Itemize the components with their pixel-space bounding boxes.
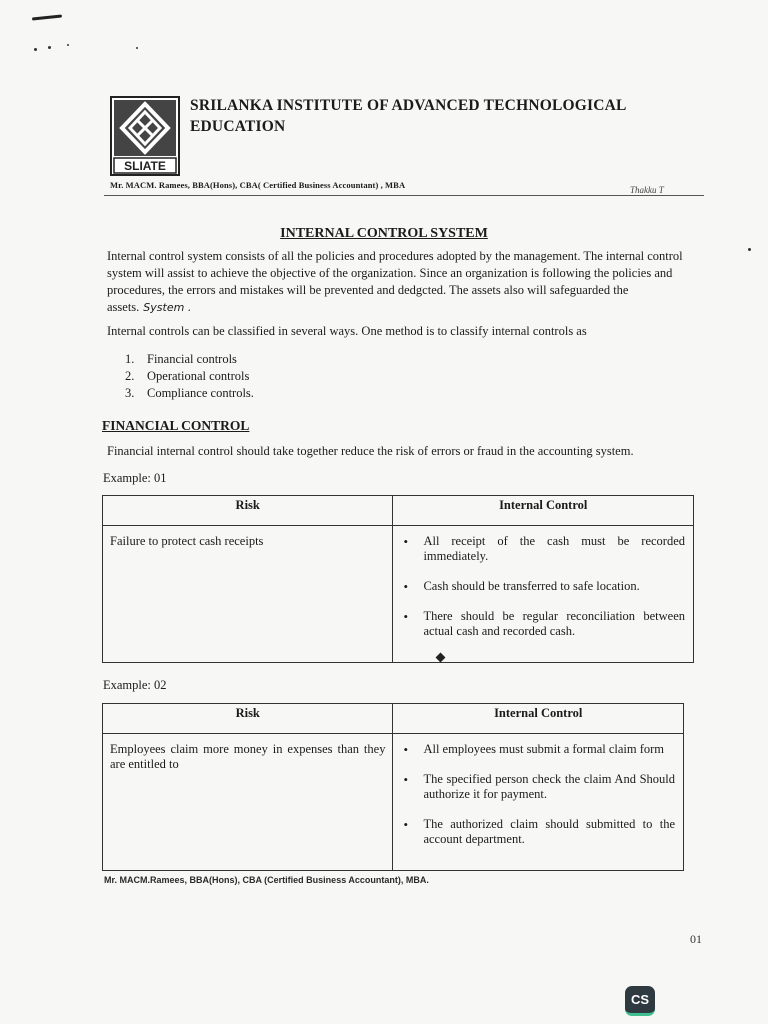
- example-1-label: Example: 01: [103, 471, 167, 485]
- table-header-row: [103, 704, 684, 734]
- scan-mark: [32, 14, 62, 20]
- table-row: [103, 734, 684, 871]
- scan-speck: [136, 47, 138, 49]
- risk-column-header: Risk: [103, 704, 393, 734]
- table-row: [103, 526, 694, 663]
- risk-cell: Failure to protect cash receipts: [103, 526, 393, 663]
- control-bullet: • The authorized claim should submitted to the account department.: [423, 817, 675, 847]
- control-bullet: • The specified person check the claim And Should authorize it for payment.: [423, 772, 675, 802]
- handwritten-note: Thakku T: [630, 185, 664, 195]
- scan-speck: [748, 248, 751, 251]
- scan-speck: [48, 46, 51, 49]
- page-number: 01: [690, 932, 702, 946]
- scan-speck: [67, 44, 69, 46]
- control-column-header: Internal Control: [393, 496, 694, 526]
- list-item: 3. Compliance controls.: [125, 386, 254, 400]
- risk-column-header: Risk: [103, 496, 393, 526]
- classification-list: [125, 351, 254, 402]
- control-bullet: • All employees must submit a formal claim form: [423, 742, 675, 757]
- example-2-label: Example: 02: [103, 678, 167, 692]
- logo-text: SLIATE: [124, 159, 166, 173]
- financial-control-heading: FINANCIAL CONTROL: [102, 418, 250, 433]
- scan-speck: [34, 48, 37, 51]
- control-cell: [393, 734, 684, 871]
- risk-cell: Employees claim more money in expenses than they are entitled to: [103, 734, 393, 871]
- control-bullet: • Cash should be transferred to safe location.: [423, 579, 685, 594]
- list-item: 1. Financial controls: [125, 352, 237, 366]
- table-header-row: [103, 496, 694, 526]
- institute-name-line2: EDUCATION: [190, 118, 286, 135]
- document-title: INTERNAL CONTROL SYSTEM: [280, 226, 488, 241]
- list-item: 2. Operational controls: [125, 369, 250, 383]
- example-2-table: [102, 703, 684, 871]
- sliate-logo-icon: [110, 96, 180, 176]
- header-author-credit: Mr. MACM. Ramees, BBA(Hons), CBA( Certified Business Accountant) , MBA: [110, 180, 406, 190]
- intro-paragraph: [107, 248, 702, 316]
- intro-text: Internal control system consists of all the policies and procedures adopted by the management. The internal control system will assist to achieve the objective of the organization. Since an organization is following the policies and procedures, the errors and mistakes will be prevented and dedgcted. The assets also will safeguarded the assets.: [107, 249, 683, 314]
- footer-author-credit: Mr. MACM.Ramees, BBA(Hons), CBA (Certified Business Accountant), MBA.: [104, 875, 429, 885]
- handwritten-inline: System .: [143, 301, 192, 314]
- camscanner-badge-icon: CS: [625, 986, 655, 1016]
- control-column-header: Internal Control: [393, 704, 684, 734]
- institute-name: [190, 95, 730, 137]
- classify-paragraph: Internal controls can be classified in several ways. One method is to classify internal controls as: [107, 324, 587, 338]
- institute-name-line1: SRILANKA INSTITUTE OF ADVANCED TECHNOLOGICAL: [190, 97, 627, 114]
- financial-control-description: Financial internal control should take together reduce the risk of errors or fraud in the accounting system.: [107, 444, 634, 458]
- control-bullet: • All receipt of the cash must be recorded immediately.: [423, 534, 685, 564]
- example-1-table: [102, 495, 694, 663]
- header-divider: [104, 195, 704, 196]
- control-bullet: • There should be regular reconciliation between actual cash and recorded cash.: [423, 609, 685, 639]
- control-cell: [393, 526, 694, 663]
